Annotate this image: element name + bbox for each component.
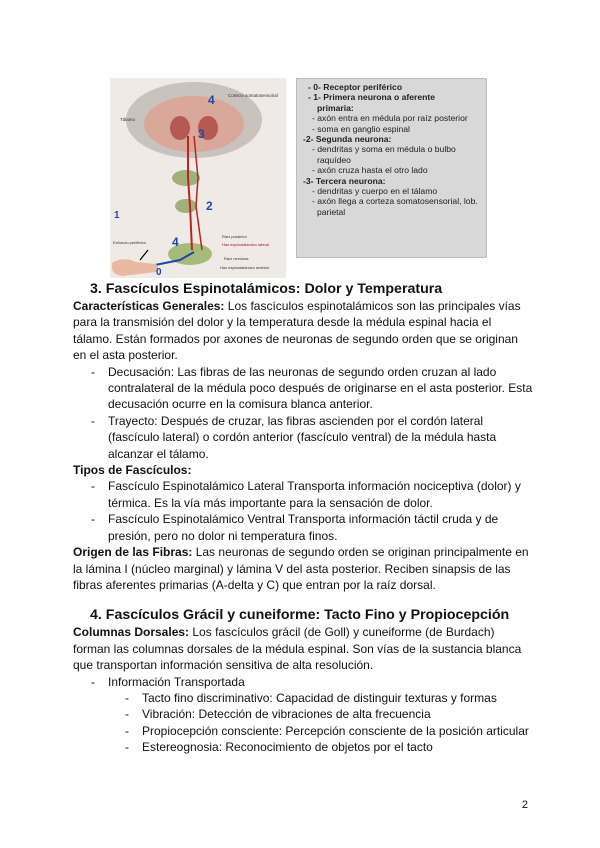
fiber-origin [73, 544, 533, 593]
types-label: Tipos de Fascículos: [73, 463, 192, 478]
legend-line: - soma en ganglio espinal [312, 123, 410, 134]
bullet-decusation: - Decusación: Las fibras de las neuronas de segundo orden cruzan al lado contralateral de la médula poco después de originarse en el asta posterior. Esta decusación ocurre en la comisura blanca anterior. [91, 364, 533, 412]
general-characteristics [73, 298, 533, 364]
origin-label: Origen de las Fibras: [73, 545, 193, 560]
legend-line: -3- Tercera neurona: [303, 175, 386, 186]
label-root-post: Raíz posterior [222, 234, 247, 239]
general-text: Los fascículos espinotalámicos son las principales vías para la transmisión del dolor y la temperatura desde la médula espinal hacia el tálamo. Están formados por axones de neuronas de segundo orden que se originan en el asta posterior. [73, 299, 521, 363]
section-4-title: 4. Fascículos Grácil y cuneiforme: Tacto Fino y Propiocepción [90, 607, 510, 624]
legend-line: - axón llega a corteza somatosensorial, lob. parietal [312, 196, 478, 217]
dorsal-label: Columnas Dorsales: [73, 625, 190, 640]
legend-line: - axón cruza hasta el otro lado [312, 165, 428, 176]
number-3: 3 [198, 127, 205, 141]
section-3-title: 3. Fascículos Espinotalámicos: Dolor y Temperatura [90, 281, 443, 297]
info-item: - Tacto fino discriminativo: Capacidad de distinguir texturas y formas [125, 690, 497, 705]
info-item: - Estereognosia: Reconocimiento de objetos por el tacto [125, 740, 433, 755]
label-anterior-tract: Haz espinotalámico anterior [220, 265, 270, 270]
medulla-section [172, 170, 200, 186]
pathway-figure [110, 78, 490, 278]
legend-line: - 1- Primera neurona o aferente [308, 92, 436, 103]
number-1: 1 [114, 210, 120, 221]
label-nerve-root: Raíz nerviosa [224, 256, 249, 261]
legend-line: - 0- Receptor periférico [308, 82, 403, 92]
number-0: 0 [156, 267, 162, 278]
info-item: - Vibración: Detección de vibraciones de alta frecuencia [125, 707, 431, 722]
legend-line: - dendritas y soma en médula o bulbo raquídeo [312, 144, 456, 165]
number-4-bottom: 4 [172, 235, 179, 249]
general-label: Características Generales: [73, 299, 225, 313]
legend-line: primaria: [317, 102, 354, 113]
label-stimulus: Estímulo periférico [113, 240, 147, 245]
type-ventral: - Fascículo Espinotalámico Ventral Transporta información táctil cruda y de presión, pero no dolor ni temperatura finos. [91, 512, 499, 543]
page-content [73, 280, 533, 756]
label-lateral-tract: Haz espinotalámico lateral [222, 242, 269, 247]
page-number: 2 [521, 799, 528, 811]
info-transported: - Información Transportada [91, 674, 245, 689]
origin-text: Las neuronas de segundo orden se originan principalmente en la lámina I (núcleo marginal) y lámina V del asta posterior. Reciben sinapsis de las fibras aferentes primarias (A-delta y C) que entran por la raíz dorsal. [73, 545, 529, 592]
bullet-trajectory: - Trayecto: Después de cruzar, las fibras ascienden por el cordón lateral (fascículo lateral) o cordón anterior (fascículo ventral) de la médula hasta alcanzar el tálamo. [91, 413, 497, 461]
legend-line: - dendritas y cuerpo en el tálamo [312, 186, 438, 197]
number-2: 2 [206, 199, 213, 213]
number-4-top: 4 [208, 93, 215, 107]
dorsal-text: Los fascículos grácil (de Goll) y cuneiforme (de Burdach) forman las columnas dorsales de la médula espinal. Son vías de la sustancia blanca que transportan información sensitiva de alta resolución. [73, 625, 522, 673]
label-cortex: Corteza somatosensorial [228, 93, 278, 98]
legend-line: - axón entra en médula por raíz posterior [312, 113, 468, 124]
pathway-legend [296, 78, 487, 258]
label-thalamus: Tálamo [120, 117, 136, 122]
spinothalamic-diagram [110, 78, 286, 278]
legend-line: -2- Segunda neurona: [303, 134, 392, 145]
info-item: - Propiocepción consciente: Percepción consciente de la posición articular [125, 723, 529, 738]
type-lateral: - Fascículo Espinotalámico Lateral Transporta información nociceptiva (dolor) y térmica. Es la vía más importante para la sensación de dolor. [91, 479, 521, 510]
dorsal-columns [73, 624, 533, 673]
